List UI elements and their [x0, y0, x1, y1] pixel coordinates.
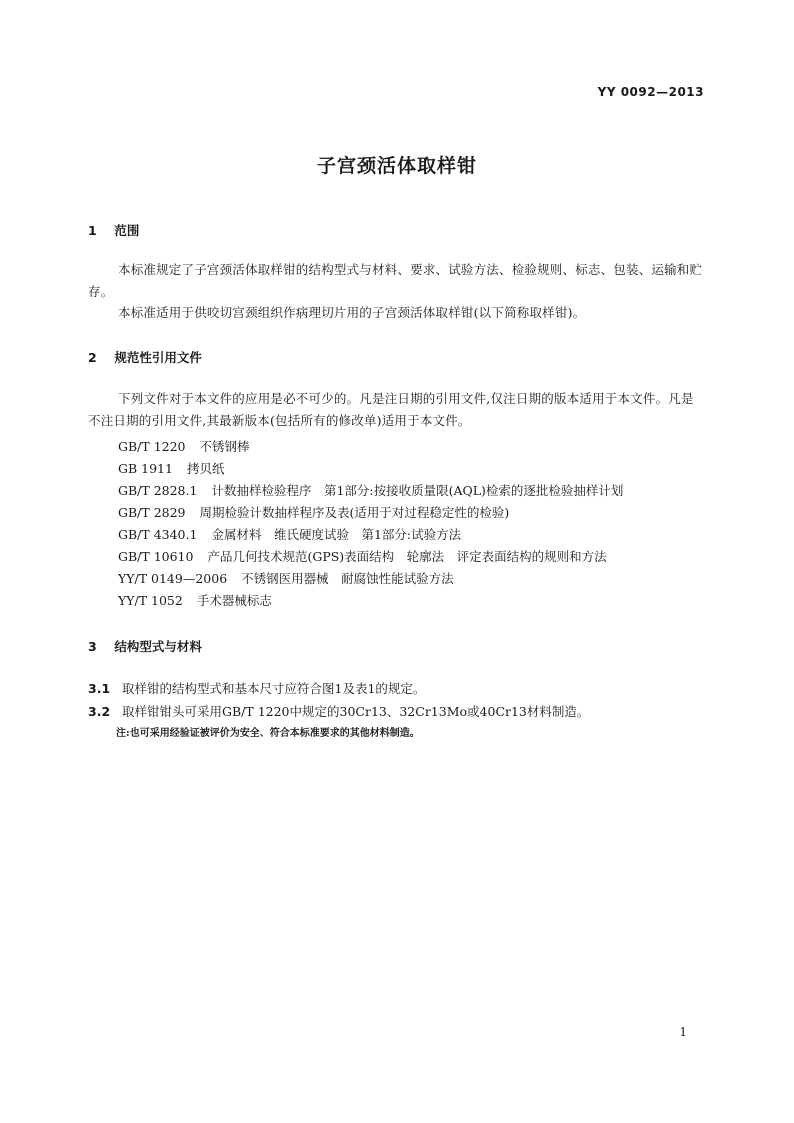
- clause-number: 3.2: [88, 704, 111, 719]
- references-intro: 下列文件对于本文件的应用是必不可少的。凡是注日期的引用文件,仅注日期的版本适用于本文件。凡是不注日期的引用文件,其最新版本(包括所有的修改单)适用于本文件。: [88, 391, 694, 428]
- reference-code: GB/T 10610: [118, 549, 194, 564]
- reference-item: [118, 459, 224, 477]
- document-title: 子宫颈活体取样钳: [316, 155, 477, 177]
- section-heading-normative-references: [88, 348, 202, 366]
- reference-title: 拷贝纸: [186, 461, 225, 476]
- section-number: 1: [88, 223, 97, 238]
- reference-item: [118, 591, 272, 609]
- reference-title: 手术器械标志: [196, 593, 272, 608]
- clause-number: 3.1: [88, 681, 111, 696]
- clause-3-1: [88, 679, 425, 697]
- reference-item: [118, 569, 454, 587]
- reference-code: YY/T 0149—2006: [118, 571, 228, 586]
- clause-3-2: [88, 702, 589, 720]
- section-title: 范围: [114, 223, 140, 238]
- reference-item: [118, 503, 509, 521]
- reference-title: 金属材料 维氏硬度试验 第1部分:试验方法: [211, 527, 462, 542]
- reference-code: GB/T 2829: [118, 505, 186, 520]
- reference-item: [118, 437, 250, 455]
- scope-paragraph-1: 本标准规定了子宫颈活体取样钳的结构型式与材料、要求、试验方法、检验规则、标志、包装、运输和贮存。: [88, 262, 703, 299]
- section-title: 结构型式与材料: [114, 639, 202, 654]
- reference-code: GB 1911: [118, 461, 173, 476]
- reference-code: GB/T 1220: [118, 439, 186, 454]
- section-heading-scope: [88, 221, 139, 239]
- section-heading-structure-materials: [88, 637, 202, 655]
- reference-item: [118, 481, 623, 499]
- reference-title: 不锈钢棒: [199, 439, 250, 454]
- reference-item: [118, 525, 461, 543]
- section-number: 2: [88, 350, 97, 365]
- reference-title: 周期检验计数抽样程序及表(适用于对过程稳定性的检验): [199, 505, 510, 520]
- section-title: 规范性引用文件: [114, 350, 202, 365]
- standard-number: YY 0092—2013: [597, 85, 704, 99]
- reference-code: YY/T 1052: [118, 593, 183, 608]
- reference-code: GB/T 2828.1: [118, 483, 198, 498]
- clause-text: 取样钳钳头可采用GB/T 1220中规定的30Cr13、32Cr13Mo或40Cr13材料制造。: [122, 704, 590, 719]
- section-number: 3: [88, 639, 97, 654]
- reference-item: [118, 547, 607, 565]
- reference-title: 计数抽样检验程序 第1部分:按接收质量限(AQL)检索的逐批检验抽样计划: [211, 483, 624, 498]
- reference-title: 产品几何技术规范(GPS)表面结构 轮廓法 评定表面结构的规则和方法: [207, 549, 607, 564]
- clause-text: 取样钳的结构型式和基本尺寸应符合图1及表1的规定。: [122, 681, 426, 696]
- reference-code: GB/T 4340.1: [118, 527, 198, 542]
- page-number: 1: [679, 1025, 687, 1039]
- materials-note: 注:也可采用经验证被评价为安全、符合本标准要求的其他材料制造。: [116, 728, 420, 739]
- scope-paragraph-2: 本标准适用于供咬切宫颈组织作病理切片用的子宫颈活体取样钳(以下简称取样钳)。: [118, 305, 586, 320]
- reference-title: 不锈钢医用器械 耐腐蚀性能试验方法: [241, 571, 454, 586]
